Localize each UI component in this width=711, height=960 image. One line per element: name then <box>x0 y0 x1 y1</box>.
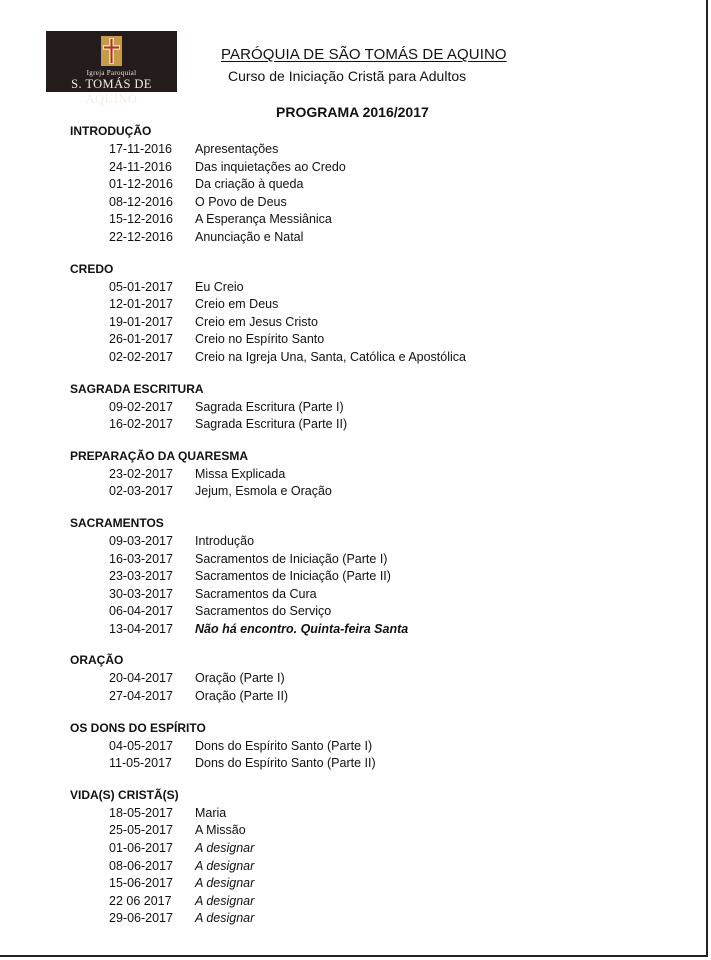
schedule-entry <box>70 822 670 840</box>
section-title: SAGRADA ESCRITURA <box>70 381 204 396</box>
schedule-section <box>70 720 670 773</box>
schedule-section <box>70 515 670 639</box>
entry-date: 13-04-2017 <box>109 621 173 636</box>
entry-date: 01-06-2017 <box>109 841 173 856</box>
entry-date: 15-12-2016 <box>109 212 173 227</box>
entry-topic: Sacramentos da Cura <box>195 586 317 601</box>
entry-date: 29-06-2017 <box>109 911 173 926</box>
schedule-section <box>70 448 670 501</box>
schedule-entry <box>70 331 670 349</box>
entry-date: 19-01-2017 <box>109 314 173 329</box>
schedule-entry <box>70 211 670 229</box>
entry-topic: Sagrada Escritura (Parte II) <box>195 417 348 432</box>
schedule-entry <box>70 159 670 177</box>
entry-topic: Maria <box>195 805 227 820</box>
schedule-entry <box>70 314 670 332</box>
section-title: INTRODUÇÃO <box>70 124 152 138</box>
section-title: VIDA(S) CRISTÃ(S) <box>70 787 179 802</box>
entry-date: 22 06 2017 <box>109 893 172 908</box>
schedule-section <box>70 261 670 367</box>
entry-date: 12-01-2017 <box>109 297 173 312</box>
schedule-section <box>70 123 670 247</box>
schedule-entry <box>70 176 670 194</box>
schedule-entry <box>70 279 670 297</box>
entry-date: 04-05-2017 <box>109 738 173 753</box>
section-title: ORAÇÃO <box>70 653 124 668</box>
entry-topic: A Esperança Messiânica <box>195 212 332 227</box>
entry-date: 23-03-2017 <box>109 569 173 584</box>
entry-date: 17-11-2016 <box>109 142 173 156</box>
schedule-entry <box>70 533 670 551</box>
entry-topic: Dons do Espírito Santo (Parte II) <box>195 756 376 771</box>
schedule-section <box>70 381 670 434</box>
logo-text-line2: S. TOMÁS DE AQUINO <box>71 77 152 106</box>
entry-date: 02-03-2017 <box>109 484 173 499</box>
section-title: CREDO <box>70 261 114 276</box>
entry-date: 08-12-2016 <box>109 194 173 209</box>
entry-topic: Creio em Deus <box>195 297 279 312</box>
entry-date: 22-12-2016 <box>109 229 173 244</box>
schedule-entry <box>70 755 670 773</box>
section-title: SACRAMENTOS <box>70 515 164 530</box>
entry-date: 11-05-2017 <box>109 756 173 771</box>
schedule-entry <box>70 805 670 823</box>
entry-date: 09-03-2017 <box>109 533 173 548</box>
entry-date: 09-02-2017 <box>109 399 173 414</box>
entry-topic: Anunciação e Natal <box>195 229 304 244</box>
section-title: OS DONS DO ESPÍRITO <box>70 720 206 735</box>
entry-date: 24-11-2016 <box>109 159 173 174</box>
entry-topic: A designar <box>195 841 255 856</box>
schedule-entry <box>70 416 670 434</box>
entry-date: 30-03-2017 <box>109 586 173 601</box>
program-heading: PROGRAMA 2016/2017 <box>276 104 429 120</box>
entry-topic: Creio em Jesus Cristo <box>195 314 318 329</box>
schedule-entry <box>70 194 670 212</box>
section-title: PREPARAÇÃO DA QUARESMA <box>70 448 249 463</box>
entry-date: 25-05-2017 <box>109 823 173 838</box>
entry-date: 26-01-2017 <box>109 332 173 347</box>
entry-topic: Dons do Espírito Santo (Parte I) <box>195 738 373 753</box>
schedule-entry <box>70 296 670 314</box>
entry-topic: A designar <box>195 893 255 908</box>
schedule-section <box>70 652 670 705</box>
schedule <box>70 123 670 942</box>
page-border-bottom <box>0 955 708 957</box>
schedule-entry <box>70 893 670 911</box>
entry-topic: Sagrada Escritura (Parte I) <box>195 399 344 414</box>
entry-topic: Creio no Espírito Santo <box>195 332 325 347</box>
course-subtitle: Curso de Iniciação Cristã para Adultos <box>228 68 467 84</box>
entry-topic: Das inquietações ao Credo <box>195 159 346 174</box>
entry-date: 16-02-2017 <box>109 417 173 432</box>
entry-date: 16-03-2017 <box>109 551 173 566</box>
entry-topic: Oração (Parte II) <box>195 689 289 704</box>
entry-topic: A designar <box>195 876 255 891</box>
entry-topic: Não há encontro. Quinta-feira Santa <box>195 621 409 636</box>
schedule-entry <box>70 229 670 247</box>
entry-topic: Introdução <box>195 533 255 548</box>
schedule-entry <box>70 551 670 569</box>
entry-topic: Creio na Igreja Una, Santa, Católica e Apostólica <box>195 349 466 364</box>
schedule-entry <box>70 603 670 621</box>
schedule-section <box>70 787 670 928</box>
schedule-entry <box>70 688 670 706</box>
entry-topic: Sacramentos de Iniciação (Parte II) <box>195 569 391 584</box>
entry-topic: A Missão <box>195 823 246 838</box>
entry-date: 18-05-2017 <box>109 805 173 820</box>
entry-topic: A designar <box>195 911 255 926</box>
entry-topic: Jejum, Esmola e Oração <box>195 484 332 499</box>
schedule-entry <box>70 621 670 639</box>
schedule-entry <box>70 141 670 159</box>
parish-logo <box>46 31 177 106</box>
schedule-entry <box>70 586 670 604</box>
entry-date: 15-06-2017 <box>109 876 173 891</box>
logo-text-line1: Igreja Paroquial <box>86 69 137 77</box>
entry-topic: Apresentações <box>195 142 279 156</box>
entry-topic: Oração (Parte I) <box>195 671 285 686</box>
entry-date: 08-06-2017 <box>109 858 173 873</box>
schedule-entry <box>70 466 670 484</box>
schedule-entry <box>70 670 670 688</box>
cross-icon <box>101 36 122 66</box>
entry-topic: Eu Creio <box>195 279 244 294</box>
schedule-entry <box>70 858 670 876</box>
entry-topic: A designar <box>195 858 255 873</box>
entry-topic: Missa Explicada <box>195 466 286 481</box>
entry-date: 23-02-2017 <box>109 466 173 481</box>
schedule-entry <box>70 399 670 417</box>
schedule-entry <box>70 875 670 893</box>
entry-date: 06-04-2017 <box>109 604 173 619</box>
schedule-entry <box>70 910 670 928</box>
page-border-right <box>706 0 708 955</box>
entry-topic: Da criação à queda <box>195 177 304 192</box>
entry-date: 02-02-2017 <box>109 349 173 364</box>
entry-date: 01-12-2016 <box>109 177 173 192</box>
schedule-entry <box>70 349 670 367</box>
entry-date: 20-04-2017 <box>109 671 173 686</box>
entry-topic: Sacramentos do Serviço <box>195 604 332 619</box>
schedule-entry <box>70 483 670 501</box>
schedule-entry <box>70 568 670 586</box>
entry-topic: O Povo de Deus <box>195 194 287 209</box>
entry-date: 05-01-2017 <box>109 279 173 294</box>
entry-topic: Sacramentos de Iniciação (Parte I) <box>195 551 388 566</box>
parish-title: PARÓQUIA DE SÃO TOMÁS DE AQUINO <box>221 46 507 63</box>
schedule-entry <box>70 840 670 858</box>
entry-date: 27-04-2017 <box>109 689 173 704</box>
schedule-entry <box>70 738 670 756</box>
